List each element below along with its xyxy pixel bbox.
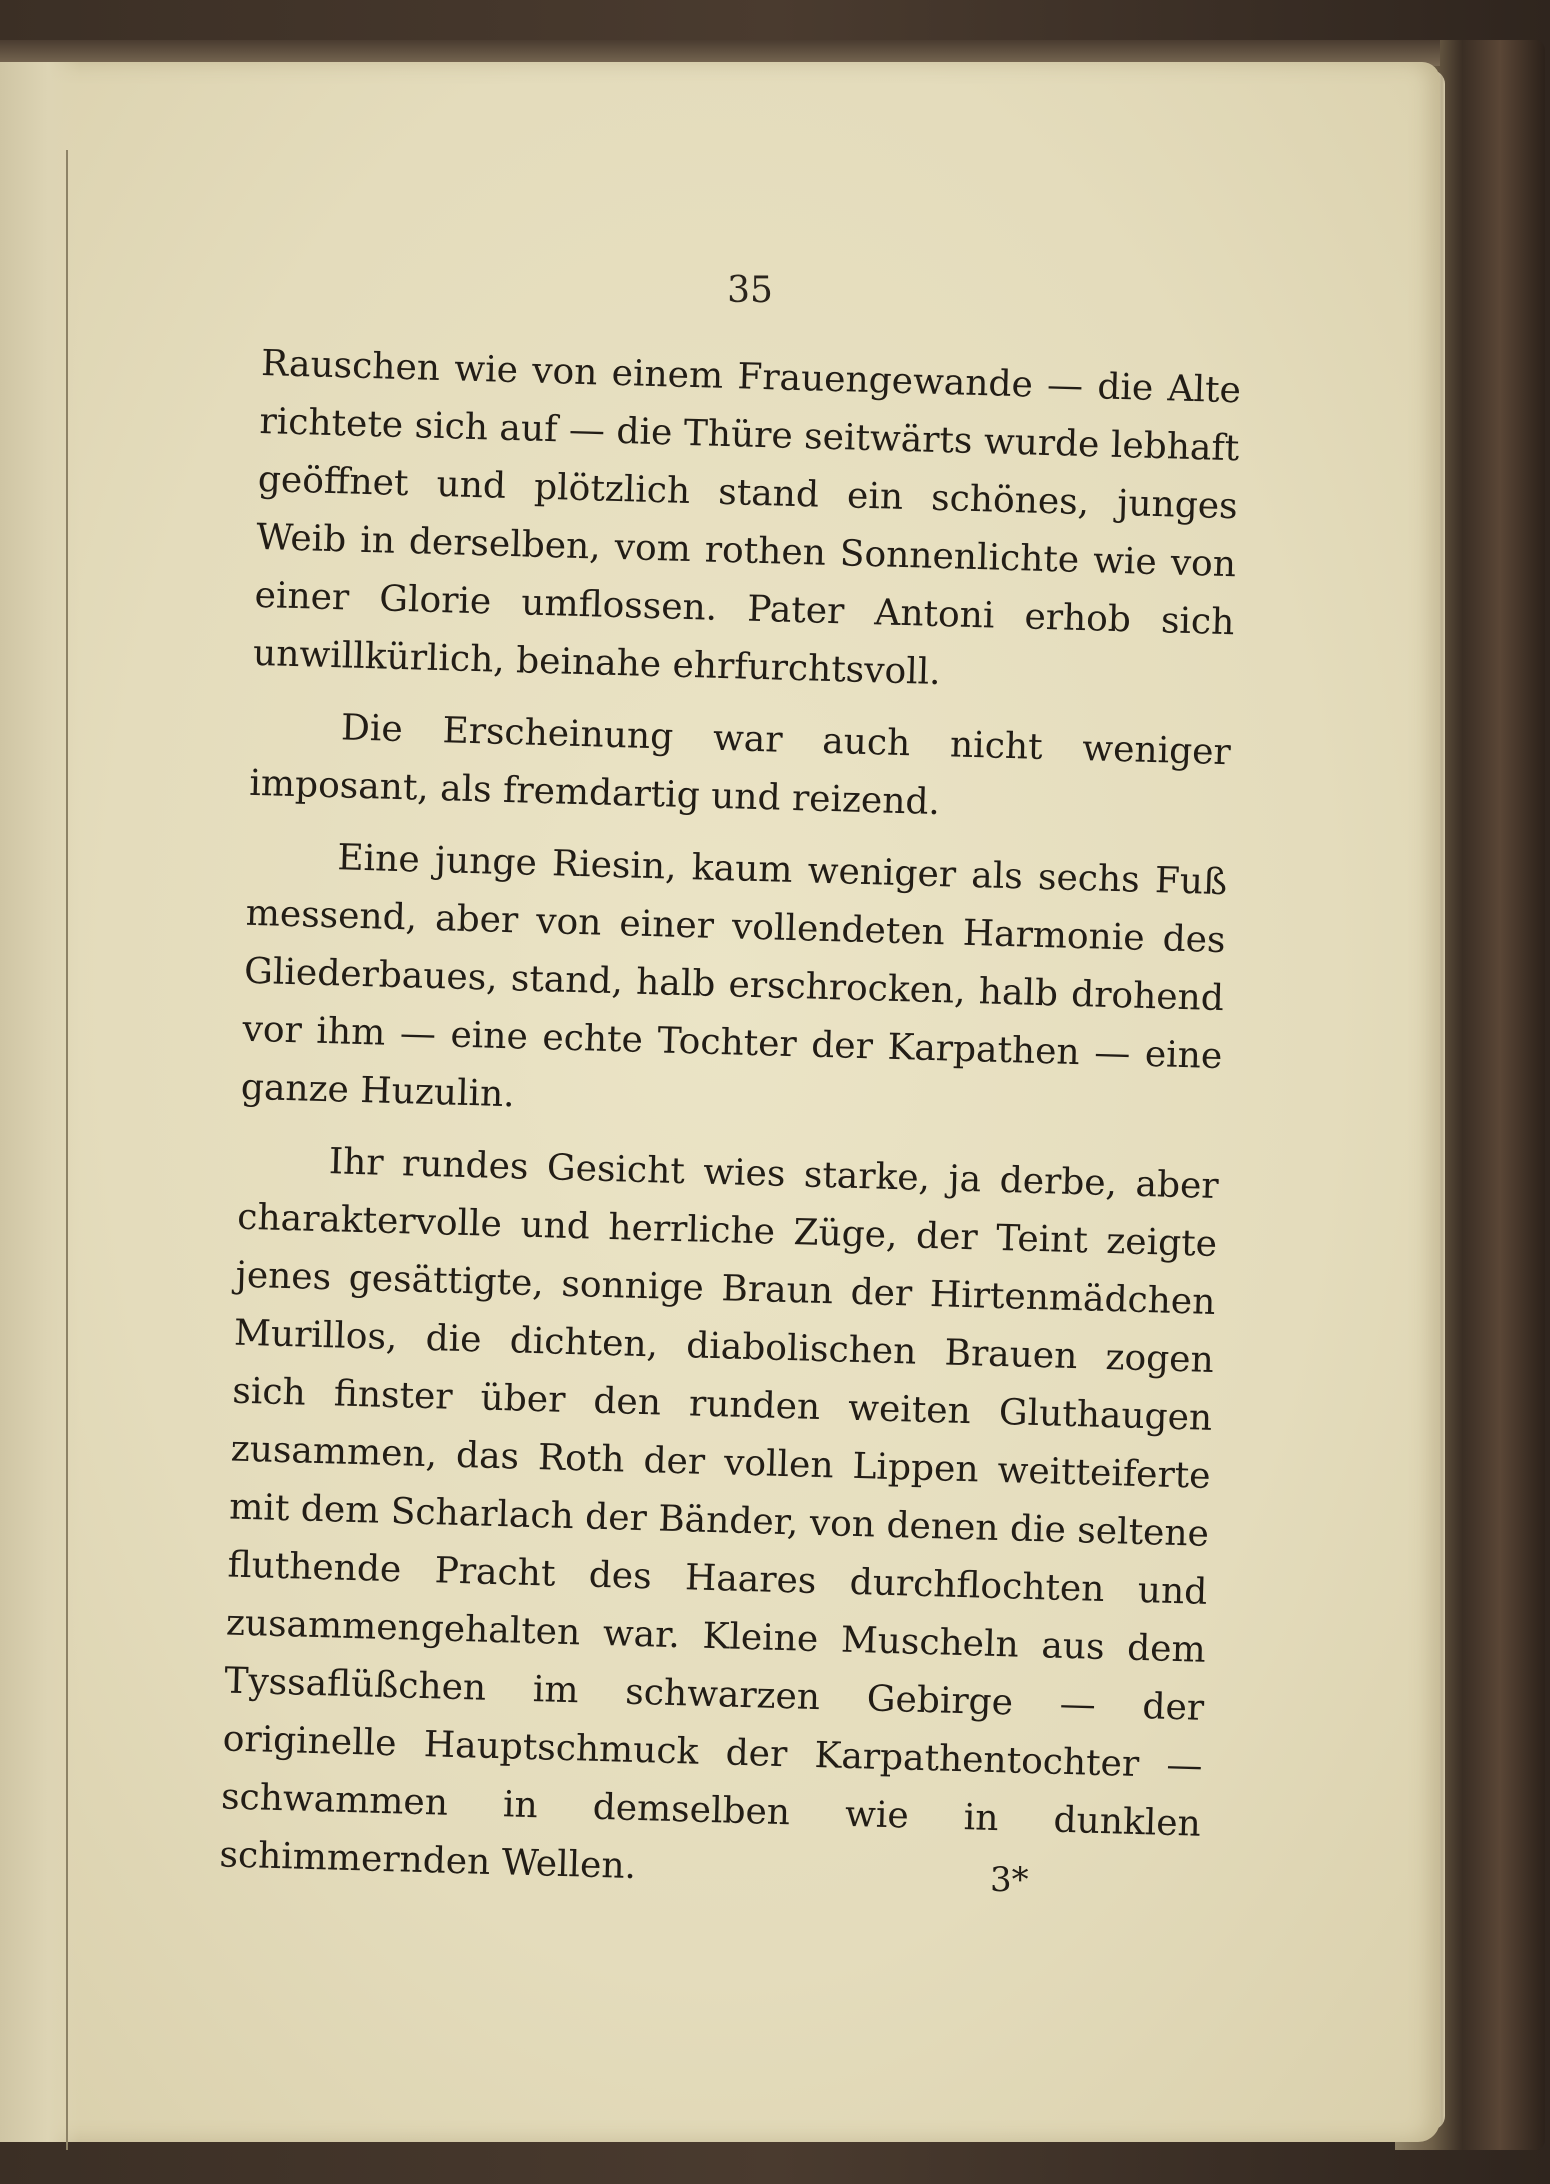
- paragraph-2: Die Erscheinung war auch nicht weniger imposant, als fremdartig und reizend.: [248, 707, 1232, 824]
- gutter-fold-line: [66, 150, 68, 2150]
- page-number: 35: [727, 270, 773, 311]
- page-gutter: [0, 62, 80, 2142]
- paragraph-1: Rauschen wie von einem Frauengewande — die Alte richtete sich auf — die Thüre seitwärts wurde lebhaft geöffnet und plötzlich stand ein schönes, junges Weib in derselben, vom rothen Sonnenlichte wie von einer Glorie umflossen. Pater Antoni erhob sich unwillkürlich, beinahe ehrfurchtsvoll.: [252, 342, 1242, 694]
- body-text: [218, 335, 1241, 1926]
- signature-mark: 3*: [990, 1860, 1029, 1900]
- paragraph-3: Eine junge Riesin, kaum weniger als sechs Fuß messend, aber von einer vollendeten Harmonie des Gliederbaues, stand, halb erschrocken, halb drohend vor ihm — eine echte Tochter der Karpathen — eine ganze Huzulin.: [240, 837, 1228, 1116]
- paragraph-4: Ihr rundes Gesicht wies starke, ja derbe, aber charaktervolle und herrliche Züge, der Teint zeigte jenes gesättigte, sonnige Braun der Hirtenmädchen Murillos, die dichten, diabolischen Brauen zogen sich finster über den runden weiten Gluthaugen zusammen, das Roth der vollen Lippen weitteiferte mit dem Scharlach der Bänder, von denen die seltene fluthende Pracht des Haares durchflochten und zusammengehalten war. Kleine Muscheln aus dem Tyssaflüßchen im schwarzen Gebirge — der originelle Hauptschmuck der Karpathentochter — schwammen in demselben wie in dunklen schimmernden Wellen.: [218, 1141, 1220, 1888]
